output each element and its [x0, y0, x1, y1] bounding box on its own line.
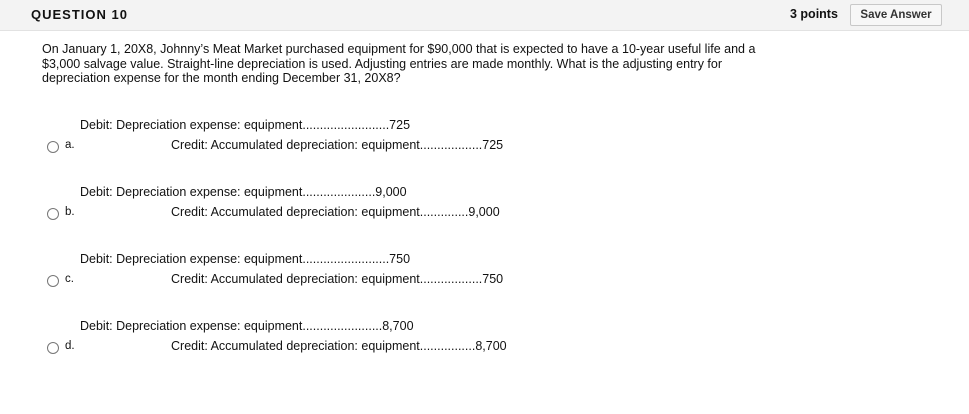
option-d-debit: Debit: Depreciation expense: equipment.......................8,700	[80, 319, 414, 333]
option-c-letter: c.	[65, 273, 74, 285]
answer-option-c[interactable]	[0, 252, 969, 302]
option-c-radio[interactable]	[47, 275, 59, 287]
option-a-radio[interactable]	[47, 141, 59, 153]
save-answer-button[interactable]: Save Answer	[850, 4, 942, 26]
option-d-letter: d.	[65, 340, 75, 352]
question-text: On January 1, 20X8, Johnny’s Meat Market purchased equipment for $90,000 that is expected to have a 10-year useful life and a $3,000 salvage value. Straight-line depreciation is used. Adjusting entries are made monthly. What is the adjusting entry for depreciation expense for the month ending December 31, 20X8?	[42, 42, 756, 85]
answer-option-b[interactable]	[0, 185, 969, 235]
question-header	[0, 0, 969, 31]
answer-option-d[interactable]	[0, 319, 969, 369]
option-b-credit: Credit: Accumulated depreciation: equipment..............9,000	[171, 205, 500, 219]
option-d-credit: Credit: Accumulated depreciation: equipment................8,700	[171, 339, 507, 353]
question-title: QUESTION 10	[31, 7, 128, 22]
option-a-credit: Credit: Accumulated depreciation: equipment..................725	[171, 138, 504, 152]
option-c-debit: Debit: Depreciation expense: equipment.........................750	[80, 252, 411, 266]
option-b-radio[interactable]	[47, 208, 59, 220]
points-label: 3 points	[790, 7, 838, 21]
answer-option-a[interactable]	[0, 118, 969, 168]
option-d-radio[interactable]	[47, 342, 59, 354]
option-a-letter: a.	[65, 139, 75, 151]
option-b-letter: b.	[65, 206, 75, 218]
option-a-debit: Debit: Depreciation expense: equipment.........................725	[80, 118, 411, 132]
option-c-credit: Credit: Accumulated depreciation: equipment..................750	[171, 272, 504, 286]
option-b-debit: Debit: Depreciation expense: equipment.....................9,000	[80, 185, 407, 199]
